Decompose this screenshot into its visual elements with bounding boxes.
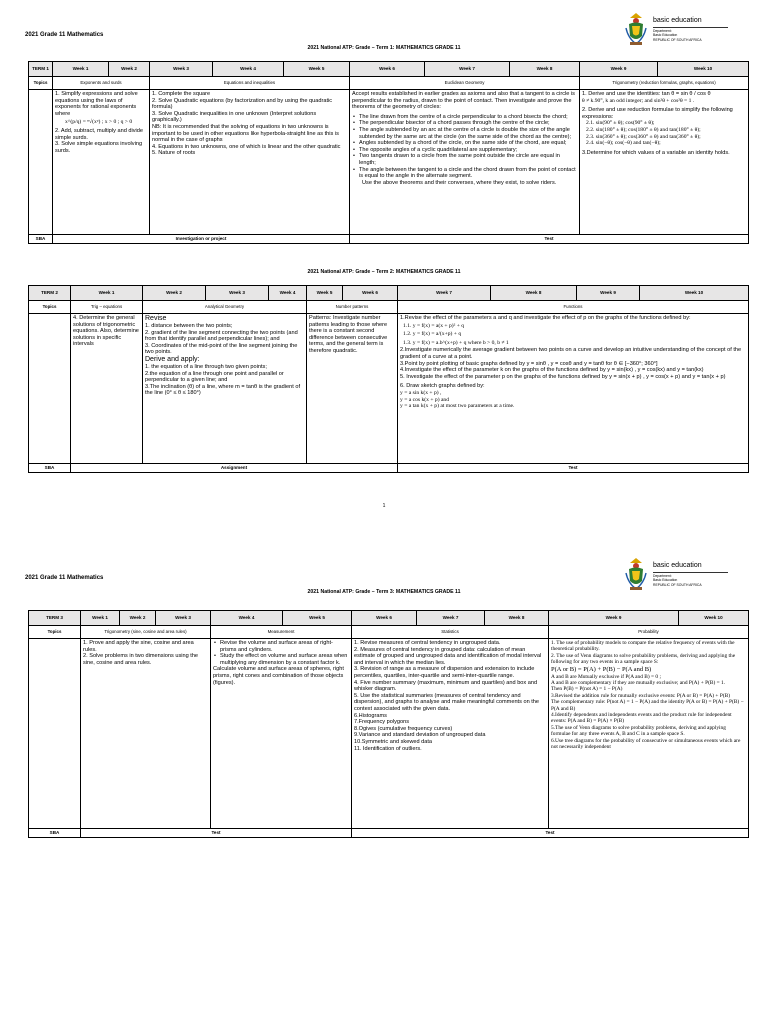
week-header: Week 10 xyxy=(640,286,749,301)
term2-title: 2021 National ATP: Grade – Term 2: MATHEMATICS GRADE 11 xyxy=(307,269,461,275)
week-header: Week 10 xyxy=(658,62,749,77)
trigonometry-rules-content: 1. Prove and apply the sine, cosine and area rules. 2. Solve problems in two dimensions using the sine, cosine and area rules. xyxy=(81,639,211,829)
term3-header-row xyxy=(29,611,749,626)
term2-sba-row xyxy=(29,464,749,473)
sba-label: SBA xyxy=(29,829,81,838)
topic-cell: Analytical Geometry xyxy=(143,301,307,314)
week-header: Week 8 xyxy=(510,62,580,77)
topic-cell: Number patterns xyxy=(307,301,398,314)
topic-cell: Trigonometry (sine, cosine and area rules) xyxy=(81,626,211,639)
week-header: Week 8 xyxy=(485,611,549,626)
sba-task: Assignment xyxy=(71,464,398,473)
term-label: TERM 3 xyxy=(29,611,81,626)
trig-equations-content: 4. Determine the general solutions of trigonometric equations. Also, determine solutions in specific intervals xyxy=(71,314,143,464)
week-header: Week 3 xyxy=(206,286,269,301)
analytical-geometry-content: Revise 1. distance between the two points; 2. gradient of the line segment connecting the two points (and from that identify parallel and perpendicular lines); and 3. Coordinates of the mid-point of the line segment joining the two points. Derive and apply: 1. the equation of a line through two given points; 2.the equation of a line through one point and parallel or perpendicular to a given line; and 3.The inclination (θ) of a line, where m = tanθ is the gradient of the line (0° ≤ θ ≤ 180°) xyxy=(143,314,307,464)
sba-task: Test xyxy=(352,829,749,838)
term1-topics-row xyxy=(29,77,749,90)
trigonometry-content: 1. Derive and use the identities: tan θ = sin θ / cos θ θ ≠ k.90°, k an odd integer; and sin²θ + cos²θ = 1 . 2. Derive and use reduction formulae to simplify the following expressions: 2.1. sin(90° ± θ); cos(90° ± θ); 2.2. sin(180° ± θ); cos(180° ± θ) and tan(180° ± θ); 2.3. sin(360° ± θ); cos(360° ± θ) and tan(360° ± θ); 2.4. sin(−θ); cos(−θ) and tan(−θ); 3.Determine for which values of a variable an identity holds. xyxy=(580,90,749,235)
topic-cell: Trigonometry (reduction formulas, graphs, equations) xyxy=(580,77,749,90)
logo-department-text: Department: Basic Education REPUBLIC OF SOUTH AFRICA xyxy=(653,574,702,587)
week-header: Week 6 xyxy=(352,611,417,626)
topic-cell: Exponents and surds xyxy=(53,77,150,90)
week-header: Week 9 xyxy=(577,286,640,301)
term2-content-row xyxy=(29,314,749,464)
document-label: 2021 Grade 11 Mathematics xyxy=(25,32,104,38)
topic-cell: Measurement xyxy=(211,626,352,639)
measurement-content: • Revise the volume and surface areas of right-prisms and cylinders. • Study the effect on volume and surface areas when multiplying any dimension by a constant factor k. Calculate volume and surface areas of spheres, right prisms, right cones and combination of those objects (figures). xyxy=(211,639,352,829)
week-header: Week 1 xyxy=(81,611,120,626)
term3-content-row xyxy=(29,639,749,829)
sba-label: SBA xyxy=(29,235,53,244)
functions-content: 1.Revise the effect of the parameters a and q and investigate the effect of p on the graphs of the functions defined by: 1.1. y = f(x) = a(x + p)² + q 1.2. y = f(x) = a/(x+p) + q 1.3. y = f(x) = a.b^(x+p) + q where b > 0, b ≠ 1 2.Investigate numerically the average gradient between two points on a curve and develop an intuitive understanding of the concept of the gradient of a curve at a point. 3.Point by point plotting of basic graphs defined by y = sinθ , y = cosθ and y = tanθ for θ ∈ [−360°; 360°] 4.Investigate the effect of the parameter k on the graphs of the functions defined by y = sin(kx) , y = cos(kx) and y = tan(kx) 5. Investigate the effect of the parameter p on the graphs of the functions defined by y = sin(x + p) , y = cos(x + p) and y = tan(x + p) 6. Draw sketch graphs defined by: y = a sin k(x + p) , y = a cos k(x + p) and y = a tan k(x + p) at most two parameters at a time. xyxy=(398,314,749,464)
week-header: Week 7 xyxy=(398,286,491,301)
coat-of-arms-icon xyxy=(625,557,647,591)
week-header: Week 1 xyxy=(71,286,143,301)
logo-brand-text: basic education xyxy=(653,562,702,569)
topic-cell: Statistics xyxy=(352,626,549,639)
topic-cell: Probability xyxy=(549,626,749,639)
sba-label: SBA xyxy=(29,464,71,473)
week-header: Week 9 xyxy=(580,62,658,77)
week-header: Week 2 xyxy=(143,286,206,301)
logo-brand-text: basic education xyxy=(653,17,702,24)
equations-content: 1. Complete the square 2. Solve Quadratic equations (by factorization and by using the quadratic formula) 3. Solve Quadratic inequalities in one unknown (Interpret solutions graphically.) NB: It is recommended that the solving of equations in two unknowns is important to be used in other equations like hyperbola-straight line as this is normal in the case of graphs 4. Equations in two unknowns, one of which is linear and the other quadratic 5. Nature of roots xyxy=(150,90,350,235)
coat-of-arms-icon xyxy=(625,12,647,46)
topics-label: Topics xyxy=(29,301,71,314)
week-header: Week 6 xyxy=(350,62,425,77)
sba-task: Test xyxy=(398,464,749,473)
week-header: Week 6 xyxy=(343,286,398,301)
term1-sba-row xyxy=(29,235,749,244)
term3-sba-row xyxy=(29,829,749,838)
week-header: Week 5 xyxy=(284,62,350,77)
topic-cell: Functions xyxy=(398,301,749,314)
number-patterns-content: Patterns: Investigate number patterns leading to those where there is a constant second difference between consecutive terms, and the general term is therefore quadratic. xyxy=(307,314,398,464)
probability-content: 1. The use of probability models to compare the relative frequency of events with the theoretical probability. 2. The use of Venn diagrams to solve probability problems, deriving and applying the following for any two events in a sample space S: P(A or B) = P(A) + P(B) − P(A and B) A and B are Mutually exclusive if P(A and B) = 0 ; A and B are complementary if they are mutually exclusive; and P(A) + P(B) = 1. Then P(B) = P(not A) = 1 − P(A) 3.Revised the addition rule for mutually exclusive events: P(A or B) = P(A) + P(B) The complementary rule: P(not A) = 1 − P(A) and the identity P(A or B) = P(A) + P(B) − P(A and B) 4.Identify dependents and independents events and the product rule for independent events: P(A and B) = P(A) × P(B) 5.The use of Venn diagrams to solve probability problems, deriving and applying formulae for any three events A, B and C in a sample space S. 6.Use tree diagrams for the probability of consecutive or simultaneous events which are not necessarily independent xyxy=(549,639,749,829)
week-header: Week 5 xyxy=(283,611,352,626)
term2-header-row xyxy=(29,286,749,301)
term-label: TERM 1 xyxy=(29,62,53,77)
document-label: 2021 Grade 11 Mathematics xyxy=(25,575,104,581)
sba-task: Test xyxy=(81,829,352,838)
week-header: Week 3 xyxy=(150,62,213,77)
week-header: Week 4 xyxy=(213,62,284,77)
topics-label: Topics xyxy=(29,77,53,90)
week-header: Week 2 xyxy=(120,611,156,626)
week-header: Week 4 xyxy=(269,286,307,301)
topics-label: Topics xyxy=(29,626,81,639)
logo-department-text: Department: Basic Education REPUBLIC OF SOUTH AFRICA xyxy=(653,29,702,42)
week-header: Week 2 xyxy=(109,62,150,77)
week-header: Week 10 xyxy=(679,611,749,626)
week-header: Week 8 xyxy=(491,286,577,301)
term3-topics-row xyxy=(29,626,749,639)
statistics-content: 1. Revise measures of central tendency in ungrouped data. 2. Measures of central tendency in grouped data: calculation of mean estimate of grouped and ungrouped data and identification of modal interval and interval in which the median lies. 3. Revision of range as a measure of dispersion and extension to include percentiles, quartiles, inter-quartile and semi-inter-quartile range. 4. Five number summary (maximum, minimum and quartiles) and box and whisker diagram. 5. Use the statistical summaries (measures of central tendency and dispersion), and graphs to analyse and make meaningful comments on the context associated with the given data. 6.Histograms 7.Frequency polygons 8.Ogives (cumulative frequency curves) 9.Variance and standard deviation of ungrouped data 10.Symmetric and skewed data 11. Identification of outliers. xyxy=(352,639,549,829)
geometry-content: Accept results established in earlier grades as axioms and also that a tangent to a circle is perpendicular to the radius, drawn to the point of contact. Then investigate and prove the theorems of the geometry of circles: • The line drawn from the centre of a circle perpendicular to a chord bisects the chord; • The perpendicular bisector of a chord passes through the centre of the circle; • The angle subtended by an arc at the centre of a circle is double the size of the angle subtended by the same arc at the circle (on the same side of the chord as the centre); • Angles subtended by a chord of the circle, on the same side of the chord, are equal; • The opposite angles of a cyclic quadrilateral are supplementary; • Two tangents drawn to a circle from the same point outside the circle are equal in length; • The angle between the tangent to a circle and the chord drawn from the point of contact is equal to the angle in the alternate segment. Use the above theorems and their converses, where they exist, to solve riders. xyxy=(350,90,580,235)
sba-task: Test xyxy=(350,235,749,244)
term1-table xyxy=(28,61,749,244)
week-header: Week 3 xyxy=(156,611,211,626)
term1-header-row xyxy=(29,62,749,77)
week-header: Week 5 xyxy=(307,286,343,301)
term2-topics-row xyxy=(29,301,749,314)
week-header: Week 4 xyxy=(211,611,283,626)
sba-task: Investigation or project xyxy=(53,235,350,244)
term1-content-row xyxy=(29,90,749,235)
week-header: Week 9 xyxy=(549,611,679,626)
term2-table xyxy=(28,285,749,473)
week-header: Week 7 xyxy=(417,611,485,626)
week-header: Week 1 xyxy=(53,62,109,77)
topic-cell: Euclidean Geometry xyxy=(350,77,580,90)
exponents-content: 1. Simplify expressions and solve equations using the laws of exponents for rational exponents where x^(p/q) = ⁿ√(xᵖ) ; x > 0 ; q > 0 2. Add, subtract, multiply and divide simple surds. 3. Solve simple equations involving surds. xyxy=(53,90,150,235)
page-number: 1 xyxy=(382,503,386,509)
week-header: Week 7 xyxy=(425,62,510,77)
topic-cell: Trig – equations xyxy=(71,301,143,314)
term3-title: 2021 National ATP: Grade – Term 3: MATHEMATICS GRADE 11 xyxy=(307,589,461,595)
term-label: TERM 2 xyxy=(29,286,71,301)
topic-cell: Equations and inequalities xyxy=(150,77,350,90)
term1-title: 2021 National ATP: Grade – Term 1: MATHEMATICS GRADE 11 xyxy=(307,45,461,51)
term3-table xyxy=(28,610,749,838)
